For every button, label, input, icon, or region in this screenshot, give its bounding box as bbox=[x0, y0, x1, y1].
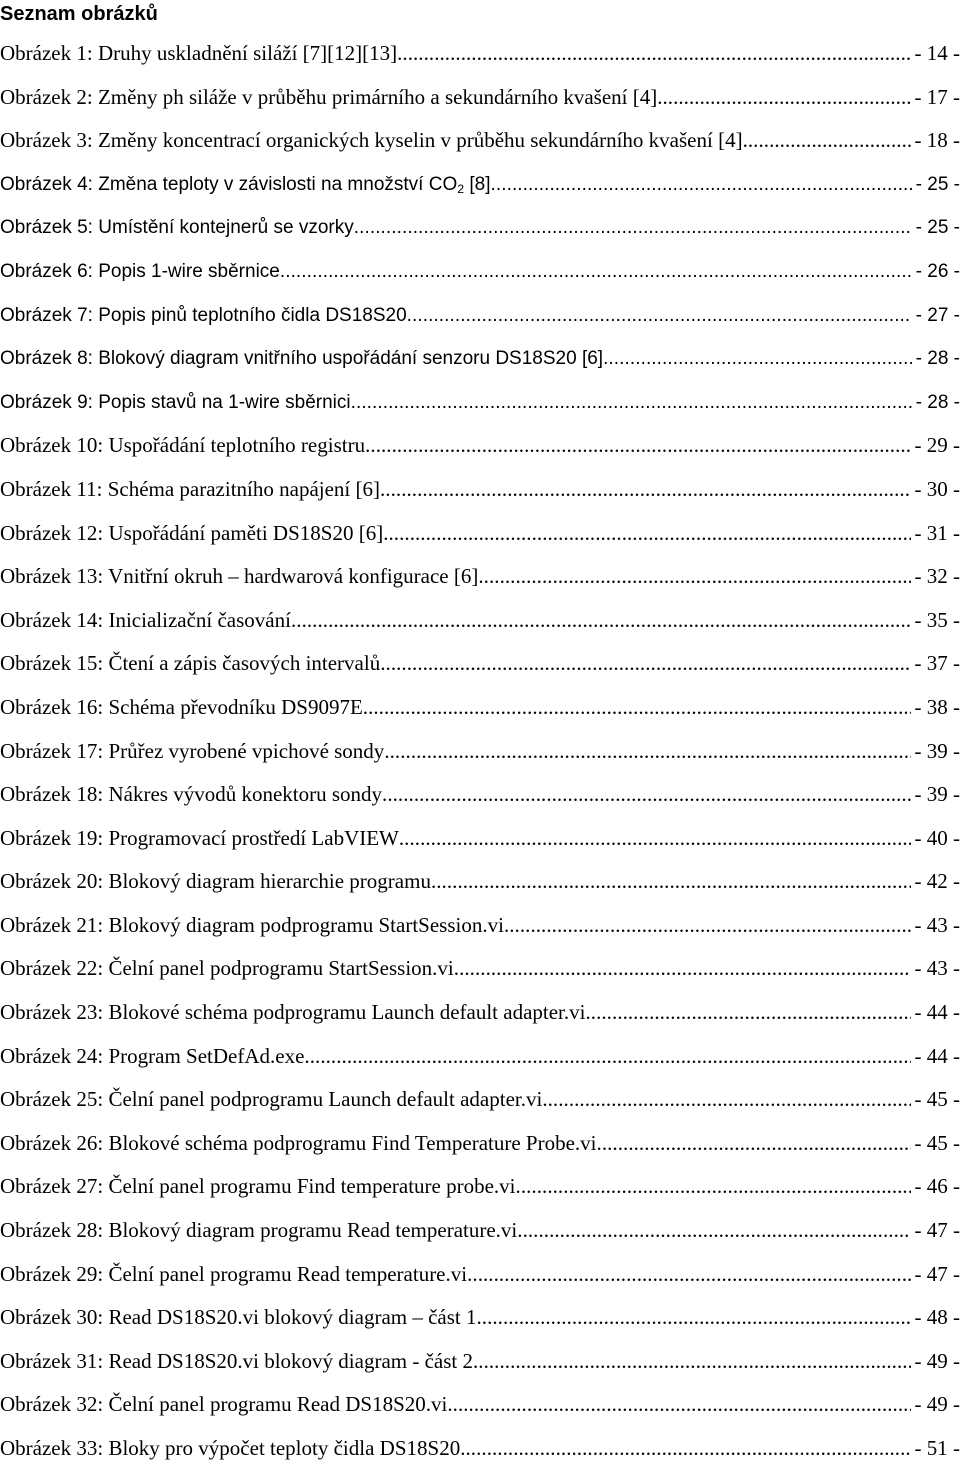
page-number: - 26 - bbox=[915, 260, 960, 282]
dot-leader bbox=[354, 206, 912, 250]
figure-entry[interactable] bbox=[0, 76, 960, 120]
figure-label: Obrázek 17: bbox=[0, 738, 109, 763]
dot-leader bbox=[304, 1035, 910, 1079]
figure-list bbox=[0, 32, 960, 1471]
figure-entry[interactable] bbox=[0, 860, 960, 904]
figure-caption bbox=[0, 1383, 447, 1427]
page-number: - 48 - bbox=[914, 1305, 960, 1330]
figure-entry[interactable] bbox=[0, 381, 960, 425]
figure-caption bbox=[0, 817, 399, 861]
dot-leader bbox=[384, 730, 910, 774]
figure-caption bbox=[0, 947, 454, 991]
figure-label: Obrázek 7: bbox=[0, 304, 99, 326]
page-number: - 43 - bbox=[914, 912, 960, 937]
figure-title: Popis pinů teplotního čidla DS18S20 bbox=[98, 304, 407, 326]
dot-leader bbox=[460, 1427, 910, 1471]
figure-caption bbox=[0, 163, 491, 207]
figure-caption bbox=[0, 1340, 478, 1384]
figure-entry[interactable] bbox=[0, 424, 960, 468]
figure-label: Obrázek 4: bbox=[0, 173, 99, 195]
figure-label: Obrázek 30: bbox=[0, 1305, 109, 1330]
dot-leader bbox=[280, 250, 912, 294]
page-number: - 29 - bbox=[914, 433, 960, 458]
dot-leader bbox=[603, 337, 912, 381]
figure-caption bbox=[0, 1165, 516, 1209]
page-number: - 51 - bbox=[914, 1436, 960, 1460]
dot-leader bbox=[491, 163, 912, 207]
page-number: - 43 - bbox=[914, 956, 960, 981]
figure-caption bbox=[0, 250, 280, 294]
figure-title: Programovací prostředí LabVIEW bbox=[108, 825, 399, 850]
figure-label: Obrázek 8: bbox=[0, 348, 99, 370]
dot-leader bbox=[504, 904, 911, 948]
dot-leader bbox=[447, 1383, 910, 1427]
figure-label: Obrázek 33: bbox=[0, 1436, 109, 1460]
figure-label: Obrázek 15: bbox=[0, 651, 109, 676]
figure-entry[interactable] bbox=[0, 32, 960, 76]
figure-entry[interactable] bbox=[0, 555, 960, 599]
figure-label: Obrázek 16: bbox=[0, 694, 109, 719]
figure-label: Obrázek 2: bbox=[0, 84, 98, 109]
figure-entry[interactable] bbox=[0, 119, 960, 163]
figure-caption bbox=[0, 860, 431, 904]
page-number: - 47 - bbox=[914, 1218, 960, 1243]
figure-entry[interactable] bbox=[0, 599, 960, 643]
dot-leader bbox=[467, 1253, 910, 1297]
figure-label: Obrázek 22: bbox=[0, 956, 109, 981]
figure-entry[interactable] bbox=[0, 817, 960, 861]
dot-leader bbox=[478, 555, 910, 599]
page-number: - 45 - bbox=[914, 1087, 960, 1112]
figure-title: Schéma parazitního napájení [6] bbox=[107, 476, 380, 501]
figure-caption bbox=[0, 512, 383, 556]
figure-caption bbox=[0, 76, 662, 120]
figure-title: Změny ph siláže v průběhu primárního a sekundárního kvašení [4]. bbox=[97, 84, 663, 109]
figure-entry[interactable] bbox=[0, 1035, 960, 1079]
dot-leader bbox=[291, 599, 911, 643]
page-number: - 37 - bbox=[914, 651, 960, 676]
figure-label: Obrázek 9: bbox=[0, 391, 99, 413]
page-number: - 30 - bbox=[914, 476, 960, 501]
figure-title: Popis stavů na 1-wire sběrnici bbox=[98, 391, 351, 413]
figure-entry[interactable] bbox=[0, 1209, 960, 1253]
dot-leader bbox=[399, 817, 911, 861]
dot-leader bbox=[482, 1296, 911, 1340]
figure-entry[interactable] bbox=[0, 163, 960, 207]
figure-label: Obrázek 27: bbox=[0, 1174, 109, 1199]
dot-leader bbox=[743, 119, 911, 163]
page-number: - 44 - bbox=[914, 1043, 960, 1068]
figure-caption bbox=[0, 991, 585, 1035]
figure-entry[interactable] bbox=[0, 1122, 960, 1166]
figure-caption bbox=[0, 730, 384, 774]
figure-label: Obrázek 23: bbox=[0, 1000, 109, 1025]
figure-entry[interactable] bbox=[0, 250, 960, 294]
page-number: - 28 - bbox=[915, 348, 960, 370]
figure-caption bbox=[0, 1209, 517, 1253]
figure-title: Nákres vývodů konektoru sondy bbox=[108, 782, 383, 807]
figure-caption bbox=[0, 424, 365, 468]
figure-label: Obrázek 12: bbox=[0, 520, 109, 545]
figure-caption bbox=[0, 206, 354, 250]
list-heading: Seznam obrázků bbox=[0, 3, 158, 25]
page-number: - 32 - bbox=[914, 564, 960, 589]
figure-title: Uspořádání paměti DS18S20 [6] bbox=[108, 520, 384, 545]
dot-leader bbox=[365, 424, 910, 468]
figure-label: Obrázek 10: bbox=[0, 433, 109, 458]
figure-label: Obrázek 5: bbox=[0, 217, 99, 239]
page-number: - 38 - bbox=[914, 694, 960, 719]
figure-label: Obrázek 26: bbox=[0, 1130, 109, 1155]
figure-entry[interactable] bbox=[0, 730, 960, 774]
figure-title: Čelní panel programu Read DS18S20.vi bbox=[108, 1392, 448, 1417]
figure-label: Obrázek 20: bbox=[0, 869, 109, 894]
dot-leader bbox=[380, 468, 911, 512]
figure-title: Read DS18S20.vi blokový diagram – část 1. bbox=[108, 1305, 482, 1330]
figure-title: Čelní panel programu Read temperature.vi bbox=[108, 1261, 468, 1286]
figure-entry[interactable] bbox=[0, 1383, 960, 1427]
page-number: - 31 - bbox=[914, 520, 960, 545]
dot-leader bbox=[516, 1165, 911, 1209]
figure-title: Změna teploty v závislosti na množství $CO_2$ [8] bbox=[98, 173, 491, 196]
page-number: - 49 - bbox=[914, 1392, 960, 1417]
dot-leader bbox=[407, 294, 912, 338]
figure-caption bbox=[0, 599, 291, 643]
figure-caption bbox=[0, 337, 603, 381]
dot-leader bbox=[478, 1340, 910, 1384]
figure-entry[interactable] bbox=[0, 512, 960, 556]
dot-leader bbox=[363, 686, 911, 730]
figure-entry[interactable] bbox=[0, 642, 960, 686]
figure-caption bbox=[0, 1078, 542, 1122]
figure-label: Obrázek 3: bbox=[0, 128, 98, 153]
page-number: - 40 - bbox=[914, 825, 960, 850]
figure-entry[interactable] bbox=[0, 1427, 960, 1471]
figure-caption bbox=[0, 294, 407, 338]
dot-leader bbox=[517, 1209, 910, 1253]
figure-title: Čtení a zápis časových intervalů bbox=[108, 651, 381, 676]
figure-label: Obrázek 13: bbox=[0, 564, 109, 589]
figure-entry[interactable] bbox=[0, 1165, 960, 1209]
figure-caption bbox=[0, 1035, 304, 1079]
figure-label: Obrázek 14: bbox=[0, 607, 109, 632]
figure-title: Bloky pro výpočet teploty čidla DS18S20 bbox=[108, 1436, 461, 1460]
figure-caption bbox=[0, 642, 380, 686]
figure-label: Obrázek 6: bbox=[0, 260, 99, 282]
figure-entry[interactable] bbox=[0, 468, 960, 512]
figure-caption bbox=[0, 1427, 460, 1471]
figure-title: Inicializační časování bbox=[108, 607, 291, 632]
figure-label: Obrázek 19: bbox=[0, 825, 109, 850]
figure-title: Program SetDefAd.exe bbox=[108, 1043, 305, 1068]
dot-leader bbox=[542, 1078, 910, 1122]
figure-title: Blokové schéma podprogramu Find Temperature Probe.vi bbox=[108, 1130, 597, 1155]
figure-entry[interactable] bbox=[0, 904, 960, 948]
page-number: - 49 - bbox=[914, 1348, 960, 1373]
figure-caption bbox=[0, 1122, 597, 1166]
figure-entry[interactable] bbox=[0, 1340, 960, 1384]
page-number: - 35 - bbox=[914, 607, 960, 632]
figure-caption bbox=[0, 119, 743, 163]
figure-title: Read DS18S20.vi blokový diagram - část 2. bbox=[108, 1348, 479, 1373]
page-number: - 18 - bbox=[914, 128, 960, 153]
figure-title: Změny koncentrací organických kyselin v průběhu sekundárního kvašení [4] bbox=[97, 128, 743, 153]
page-number: - 14 - bbox=[914, 41, 960, 65]
figure-caption bbox=[0, 686, 363, 730]
figure-title: Vnitřní okruh – hardwarová konfigurace [6] bbox=[108, 564, 479, 589]
figure-caption bbox=[0, 1253, 467, 1297]
dot-leader bbox=[454, 947, 911, 991]
figure-label: Obrázek 21: bbox=[0, 912, 109, 937]
figure-title: Druhy uskladnění siláží [7][12][13]. bbox=[97, 41, 403, 65]
figure-entry[interactable] bbox=[0, 947, 960, 991]
figure-label: Obrázek 24: bbox=[0, 1043, 109, 1068]
figure-entry[interactable] bbox=[0, 1253, 960, 1297]
figure-title: Uspořádání teplotního registru bbox=[108, 433, 366, 458]
dot-leader bbox=[380, 642, 910, 686]
figure-label: Obrázek 1: bbox=[0, 41, 98, 65]
dot-leader bbox=[383, 512, 910, 556]
figure-label: Obrázek 25: bbox=[0, 1087, 109, 1112]
figure-title: Čelní panel podprogramu Launch default adapter.vi bbox=[108, 1087, 543, 1112]
figure-entry[interactable] bbox=[0, 1078, 960, 1122]
figure-caption bbox=[0, 904, 504, 948]
figure-entry[interactable] bbox=[0, 991, 960, 1035]
figure-entry[interactable] bbox=[0, 1296, 960, 1340]
figure-caption bbox=[0, 468, 380, 512]
page-number: - 39 - bbox=[914, 738, 960, 763]
figure-title: Blokové schéma podprogramu Launch default adapter.vi bbox=[108, 1000, 586, 1025]
page-number: - 46 - bbox=[914, 1174, 960, 1199]
figure-entry[interactable] bbox=[0, 206, 960, 250]
figure-title: Blokový diagram hierarchie programu bbox=[108, 869, 431, 894]
figure-title: Blokový diagram podprogramu StartSession.vi bbox=[108, 912, 504, 937]
dot-leader bbox=[402, 32, 910, 76]
figure-label: Obrázek 11: bbox=[0, 476, 108, 501]
dot-leader bbox=[351, 381, 912, 425]
figure-title: Schéma převodníku DS9097E bbox=[108, 694, 363, 719]
page-number: - 39 - bbox=[914, 782, 960, 807]
dot-leader bbox=[662, 76, 910, 120]
dot-leader bbox=[597, 1122, 911, 1166]
figure-title: Průřez vyrobené vpichové sondy bbox=[108, 738, 385, 763]
page-number: - 27 - bbox=[915, 304, 960, 326]
page-number: - 28 - bbox=[915, 391, 960, 413]
figure-caption bbox=[0, 773, 382, 817]
figure-caption bbox=[0, 1296, 482, 1340]
figure-caption bbox=[0, 555, 478, 599]
figure-title: Umístění kontejnerů se vzorky bbox=[98, 217, 354, 239]
figure-label: Obrázek 29: bbox=[0, 1261, 109, 1286]
figure-entry[interactable] bbox=[0, 337, 960, 381]
figure-title: Blokový diagram programu Read temperature.vi bbox=[108, 1218, 518, 1243]
dot-leader bbox=[431, 860, 911, 904]
page-number: - 42 - bbox=[914, 869, 960, 894]
page-number: - 17 - bbox=[914, 84, 960, 109]
figure-label: Obrázek 18: bbox=[0, 782, 109, 807]
figure-label: Obrázek 31: bbox=[0, 1348, 109, 1373]
figure-title: Popis 1-wire sběrnice bbox=[98, 260, 280, 282]
page-number: - 45 - bbox=[914, 1130, 960, 1155]
figure-caption bbox=[0, 381, 351, 425]
figure-entry[interactable] bbox=[0, 294, 960, 338]
page-number: - 47 - bbox=[914, 1261, 960, 1286]
figure-entry[interactable] bbox=[0, 773, 960, 817]
figure-title: Blokový diagram vnitřního uspořádání senzoru DS18S20 [6] bbox=[98, 348, 604, 370]
figure-title: Čelní panel podprogramu StartSession.vi bbox=[108, 956, 454, 981]
page-number: - 25 - bbox=[915, 173, 960, 195]
figure-label: Obrázek 32: bbox=[0, 1392, 109, 1417]
page-number: - 25 - bbox=[915, 217, 960, 239]
figure-title: Čelní panel programu Find temperature probe.vi bbox=[108, 1174, 516, 1199]
page-number: - 44 - bbox=[914, 1000, 960, 1025]
dot-leader bbox=[585, 991, 910, 1035]
figure-caption bbox=[0, 32, 402, 76]
figure-entry[interactable] bbox=[0, 686, 960, 730]
figure-label: Obrázek 28: bbox=[0, 1218, 109, 1243]
subscript: 2 bbox=[457, 181, 465, 196]
dot-leader bbox=[382, 773, 910, 817]
